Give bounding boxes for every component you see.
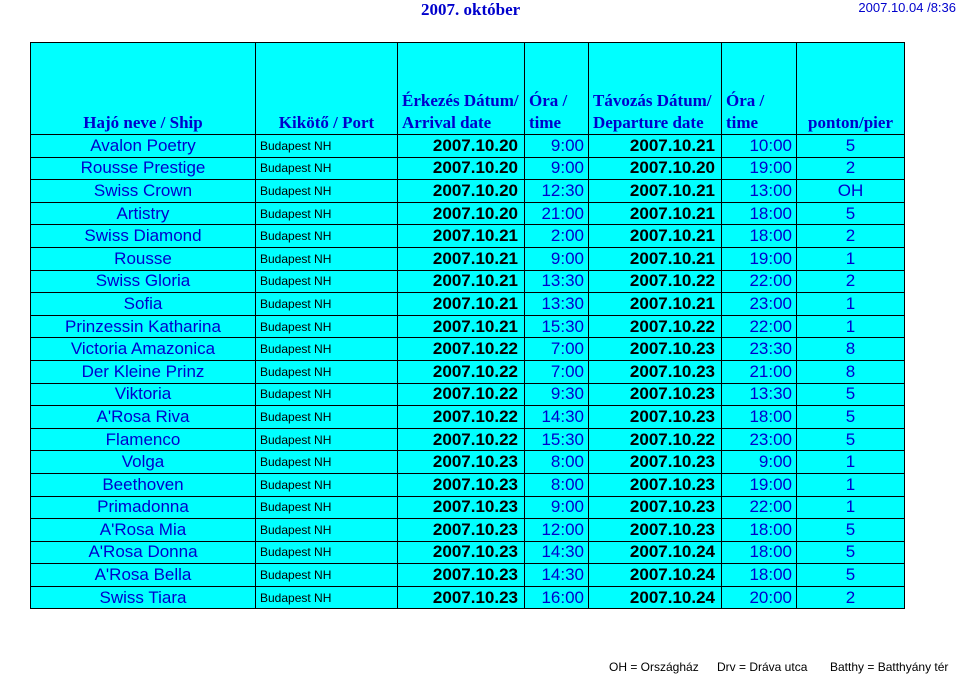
cell-ship[interactable]: Flamenco: [31, 428, 256, 451]
cell-ship[interactable]: Der Kleine Prinz: [31, 360, 256, 383]
cell-departure-date[interactable]: 2007.10.23: [589, 519, 722, 542]
cell-port[interactable]: Budapest NH: [256, 586, 398, 609]
timestamp: 2007.10.04 /8:36: [858, 0, 956, 15]
table-row: [31, 225, 905, 248]
table-body: [31, 135, 905, 609]
cell-departure-time[interactable]: 13:00: [722, 180, 797, 203]
cell-arrival-time[interactable]: 2:00: [525, 225, 589, 248]
cell-departure-time[interactable]: 20:00: [722, 586, 797, 609]
cell-arrival-time[interactable]: 9:00: [525, 135, 589, 158]
cell-departure-time[interactable]: 21:00: [722, 360, 797, 383]
cell-ship[interactable]: Swiss Diamond: [31, 225, 256, 248]
cell-departure-date[interactable]: 2007.10.23: [589, 383, 722, 406]
cell-arrival-date[interactable]: 2007.10.23: [398, 564, 525, 587]
cell-departure-date[interactable]: 2007.10.23: [589, 406, 722, 429]
cell-departure-time[interactable]: 19:00: [722, 473, 797, 496]
cell-pier[interactable]: 8: [797, 360, 905, 383]
cell-pier[interactable]: 1: [797, 315, 905, 338]
cell-ship[interactable]: Viktoria: [31, 383, 256, 406]
cell-departure-date[interactable]: 2007.10.22: [589, 428, 722, 451]
cell-ship[interactable]: A'Rosa Riva: [31, 406, 256, 429]
cell-departure-date[interactable]: 2007.10.23: [589, 451, 722, 474]
cell-departure-time[interactable]: 18:00: [722, 225, 797, 248]
cell-arrival-date[interactable]: 2007.10.21: [398, 270, 525, 293]
cell-pier[interactable]: 2: [797, 157, 905, 180]
cell-arrival-date[interactable]: 2007.10.23: [398, 519, 525, 542]
cell-arrival-date[interactable]: 2007.10.23: [398, 451, 525, 474]
table-row: [31, 270, 905, 293]
cell-ship[interactable]: Beethoven: [31, 473, 256, 496]
cell-port[interactable]: Budapest NH: [256, 451, 398, 474]
table-row: [31, 360, 905, 383]
cell-ship[interactable]: Swiss Crown: [31, 180, 256, 203]
cell-pier[interactable]: 5: [797, 135, 905, 158]
cell-arrival-time[interactable]: 8:00: [525, 451, 589, 474]
cell-port[interactable]: Budapest NH: [256, 293, 398, 316]
cell-port[interactable]: Budapest NH: [256, 406, 398, 429]
cell-arrival-date[interactable]: 2007.10.21: [398, 315, 525, 338]
cell-port[interactable]: Budapest NH: [256, 338, 398, 361]
cell-arrival-date[interactable]: 2007.10.22: [398, 406, 525, 429]
cell-pier[interactable]: 5: [797, 564, 905, 587]
cell-arrival-date[interactable]: 2007.10.22: [398, 360, 525, 383]
cell-ship[interactable]: A'Rosa Donna: [31, 541, 256, 564]
table-row: [31, 473, 905, 496]
table-row: [31, 519, 905, 542]
cell-ship[interactable]: Volga: [31, 451, 256, 474]
table-row: [31, 315, 905, 338]
table-row: [31, 428, 905, 451]
column-header-ship[interactable]: Hajó neve / Ship: [31, 43, 256, 135]
cell-arrival-date[interactable]: 2007.10.23: [398, 541, 525, 564]
cell-port[interactable]: Budapest NH: [256, 157, 398, 180]
schedule-table: [30, 42, 905, 609]
cell-departure-date[interactable]: 2007.10.21: [589, 135, 722, 158]
cell-arrival-date[interactable]: 2007.10.23: [398, 473, 525, 496]
cell-arrival-time[interactable]: 9:00: [525, 157, 589, 180]
cell-departure-time[interactable]: 18:00: [722, 564, 797, 587]
cell-pier[interactable]: 1: [797, 451, 905, 474]
cell-arrival-time[interactable]: 15:30: [525, 428, 589, 451]
legend-drv: Drv = Dráva utca: [717, 660, 808, 674]
table-row: [31, 202, 905, 225]
cell-arrival-time[interactable]: 12:30: [525, 180, 589, 203]
cell-port[interactable]: Budapest NH: [256, 519, 398, 542]
table-row: [31, 451, 905, 474]
cell-departure-date[interactable]: 2007.10.20: [589, 157, 722, 180]
cell-pier[interactable]: 8: [797, 338, 905, 361]
cell-ship[interactable]: Swiss Gloria: [31, 270, 256, 293]
cell-arrival-date[interactable]: 2007.10.23: [398, 586, 525, 609]
cell-arrival-time[interactable]: 8:00: [525, 473, 589, 496]
cell-ship[interactable]: Victoria Amazonica: [31, 338, 256, 361]
column-header-arrival-time[interactable]: Óra / time: [525, 43, 589, 135]
cell-pier[interactable]: 1: [797, 293, 905, 316]
cell-arrival-date[interactable]: 2007.10.22: [398, 428, 525, 451]
cell-arrival-time[interactable]: 13:30: [525, 293, 589, 316]
cell-port[interactable]: Budapest NH: [256, 473, 398, 496]
cell-departure-time[interactable]: 22:00: [722, 496, 797, 519]
cell-arrival-date[interactable]: 2007.10.20: [398, 157, 525, 180]
cell-ship[interactable]: Avalon Poetry: [31, 135, 256, 158]
cell-port[interactable]: Budapest NH: [256, 247, 398, 270]
cell-departure-date[interactable]: 2007.10.22: [589, 315, 722, 338]
cell-departure-date[interactable]: 2007.10.23: [589, 360, 722, 383]
cell-departure-time[interactable]: 19:00: [722, 247, 797, 270]
cell-port[interactable]: Budapest NH: [256, 270, 398, 293]
table-row: [31, 564, 905, 587]
cell-departure-time[interactable]: 22:00: [722, 270, 797, 293]
page-title: 2007. október: [421, 0, 521, 19]
cell-pier[interactable]: 1: [797, 496, 905, 519]
cell-port[interactable]: Budapest NH: [256, 383, 398, 406]
cell-pier[interactable]: 5: [797, 519, 905, 542]
cell-ship[interactable]: Prinzessin Katharina: [31, 315, 256, 338]
cell-departure-date[interactable]: 2007.10.24: [589, 541, 722, 564]
cell-ship[interactable]: Swiss Tiara: [31, 586, 256, 609]
legend-oh: OH = Országház: [609, 660, 699, 674]
legend: [0, 660, 960, 677]
cell-departure-time[interactable]: 23:00: [722, 428, 797, 451]
cell-ship[interactable]: Rousse: [31, 247, 256, 270]
cell-port[interactable]: Budapest NH: [256, 428, 398, 451]
cell-ship[interactable]: Primadonna: [31, 496, 256, 519]
cell-departure-time[interactable]: 18:00: [722, 406, 797, 429]
cell-pier[interactable]: 5: [797, 406, 905, 429]
cell-pier[interactable]: 5: [797, 383, 905, 406]
cell-departure-time[interactable]: 18:00: [722, 519, 797, 542]
cell-arrival-date[interactable]: 2007.10.22: [398, 338, 525, 361]
cell-pier[interactable]: 5: [797, 202, 905, 225]
cell-departure-date[interactable]: 2007.10.21: [589, 293, 722, 316]
cell-arrival-date[interactable]: 2007.10.20: [398, 180, 525, 203]
cell-port[interactable]: Budapest NH: [256, 496, 398, 519]
cell-arrival-time[interactable]: 14:30: [525, 406, 589, 429]
cell-departure-date[interactable]: 2007.10.24: [589, 586, 722, 609]
cell-ship[interactable]: Artistry: [31, 202, 256, 225]
cell-departure-time[interactable]: 19:00: [722, 157, 797, 180]
header-row: [31, 43, 905, 135]
cell-port[interactable]: Budapest NH: [256, 135, 398, 158]
cell-arrival-time[interactable]: 16:00: [525, 586, 589, 609]
cell-departure-time[interactable]: 18:00: [722, 202, 797, 225]
cell-arrival-date[interactable]: 2007.10.21: [398, 293, 525, 316]
cell-pier[interactable]: 2: [797, 586, 905, 609]
legend-batthy: Batthy = Batthyány tér: [830, 660, 949, 674]
table-row: [31, 541, 905, 564]
cell-ship[interactable]: A'Rosa Mia: [31, 519, 256, 542]
cell-departure-date[interactable]: 2007.10.23: [589, 473, 722, 496]
cell-arrival-time[interactable]: 7:00: [525, 338, 589, 361]
cell-arrival-date[interactable]: 2007.10.22: [398, 383, 525, 406]
cell-departure-date[interactable]: 2007.10.24: [589, 564, 722, 587]
cell-port[interactable]: Budapest NH: [256, 225, 398, 248]
cell-arrival-time[interactable]: 14:30: [525, 541, 589, 564]
table-row: [31, 247, 905, 270]
table-row: [31, 496, 905, 519]
column-header-departure-time[interactable]: Óra / time: [722, 43, 797, 135]
cell-departure-date[interactable]: 2007.10.23: [589, 338, 722, 361]
cell-arrival-date[interactable]: 2007.10.21: [398, 247, 525, 270]
cell-arrival-time[interactable]: 14:30: [525, 564, 589, 587]
cell-departure-time[interactable]: 23:30: [722, 338, 797, 361]
cell-departure-time[interactable]: 13:30: [722, 383, 797, 406]
cell-departure-date[interactable]: 2007.10.21: [589, 180, 722, 203]
cell-pier[interactable]: 1: [797, 247, 905, 270]
column-header-arrival-date[interactable]: Érkezés Dátum/ Arrival date: [398, 43, 525, 135]
cell-arrival-time[interactable]: 12:00: [525, 519, 589, 542]
cell-arrival-date[interactable]: 2007.10.21: [398, 225, 525, 248]
column-header-port[interactable]: Kikötő / Port: [256, 43, 398, 135]
cell-arrival-date[interactable]: 2007.10.20: [398, 202, 525, 225]
cell-pier[interactable]: 2: [797, 270, 905, 293]
cell-arrival-time[interactable]: 9:00: [525, 247, 589, 270]
cell-arrival-time[interactable]: 9:30: [525, 383, 589, 406]
cell-departure-date[interactable]: 2007.10.23: [589, 496, 722, 519]
table-row: [31, 135, 905, 158]
cell-pier[interactable]: 5: [797, 428, 905, 451]
cell-port[interactable]: Budapest NH: [256, 315, 398, 338]
cell-ship[interactable]: A'Rosa Bella: [31, 564, 256, 587]
table-row: [31, 180, 905, 203]
cell-port[interactable]: Budapest NH: [256, 541, 398, 564]
cell-ship[interactable]: Rousse Prestige: [31, 157, 256, 180]
cell-pier[interactable]: OH: [797, 180, 905, 203]
cell-arrival-time[interactable]: 9:00: [525, 496, 589, 519]
cell-departure-time[interactable]: 18:00: [722, 541, 797, 564]
column-header-pier[interactable]: ponton/pier: [797, 43, 905, 135]
cell-pier[interactable]: 2: [797, 225, 905, 248]
cell-pier[interactable]: 1: [797, 473, 905, 496]
cell-departure-date[interactable]: 2007.10.21: [589, 202, 722, 225]
cell-arrival-date[interactable]: 2007.10.20: [398, 135, 525, 158]
cell-arrival-date[interactable]: 2007.10.23: [398, 496, 525, 519]
cell-departure-date[interactable]: 2007.10.21: [589, 225, 722, 248]
cell-port[interactable]: Budapest NH: [256, 360, 398, 383]
table-row: [31, 406, 905, 429]
cell-arrival-time[interactable]: 21:00: [525, 202, 589, 225]
cell-departure-time[interactable]: 10:00: [722, 135, 797, 158]
cell-departure-date[interactable]: 2007.10.21: [589, 247, 722, 270]
cell-pier[interactable]: 5: [797, 541, 905, 564]
cell-ship[interactable]: Sofia: [31, 293, 256, 316]
cell-arrival-time[interactable]: 15:30: [525, 315, 589, 338]
cell-port[interactable]: Budapest NH: [256, 564, 398, 587]
cell-departure-time[interactable]: 23:00: [722, 293, 797, 316]
table-row: [31, 293, 905, 316]
cell-departure-date[interactable]: 2007.10.22: [589, 270, 722, 293]
cell-departure-time[interactable]: 22:00: [722, 315, 797, 338]
table-row: [31, 383, 905, 406]
cell-arrival-time[interactable]: 7:00: [525, 360, 589, 383]
table-row: [31, 586, 905, 609]
table-row: [31, 338, 905, 361]
cell-departure-time[interactable]: 9:00: [722, 451, 797, 474]
page-header: [0, 0, 960, 20]
column-header-departure-date[interactable]: Távozás Dátum/ Departure date: [589, 43, 722, 135]
cell-arrival-time[interactable]: 13:30: [525, 270, 589, 293]
cell-port[interactable]: Budapest NH: [256, 180, 398, 203]
cell-port[interactable]: Budapest NH: [256, 202, 398, 225]
table-row: [31, 157, 905, 180]
